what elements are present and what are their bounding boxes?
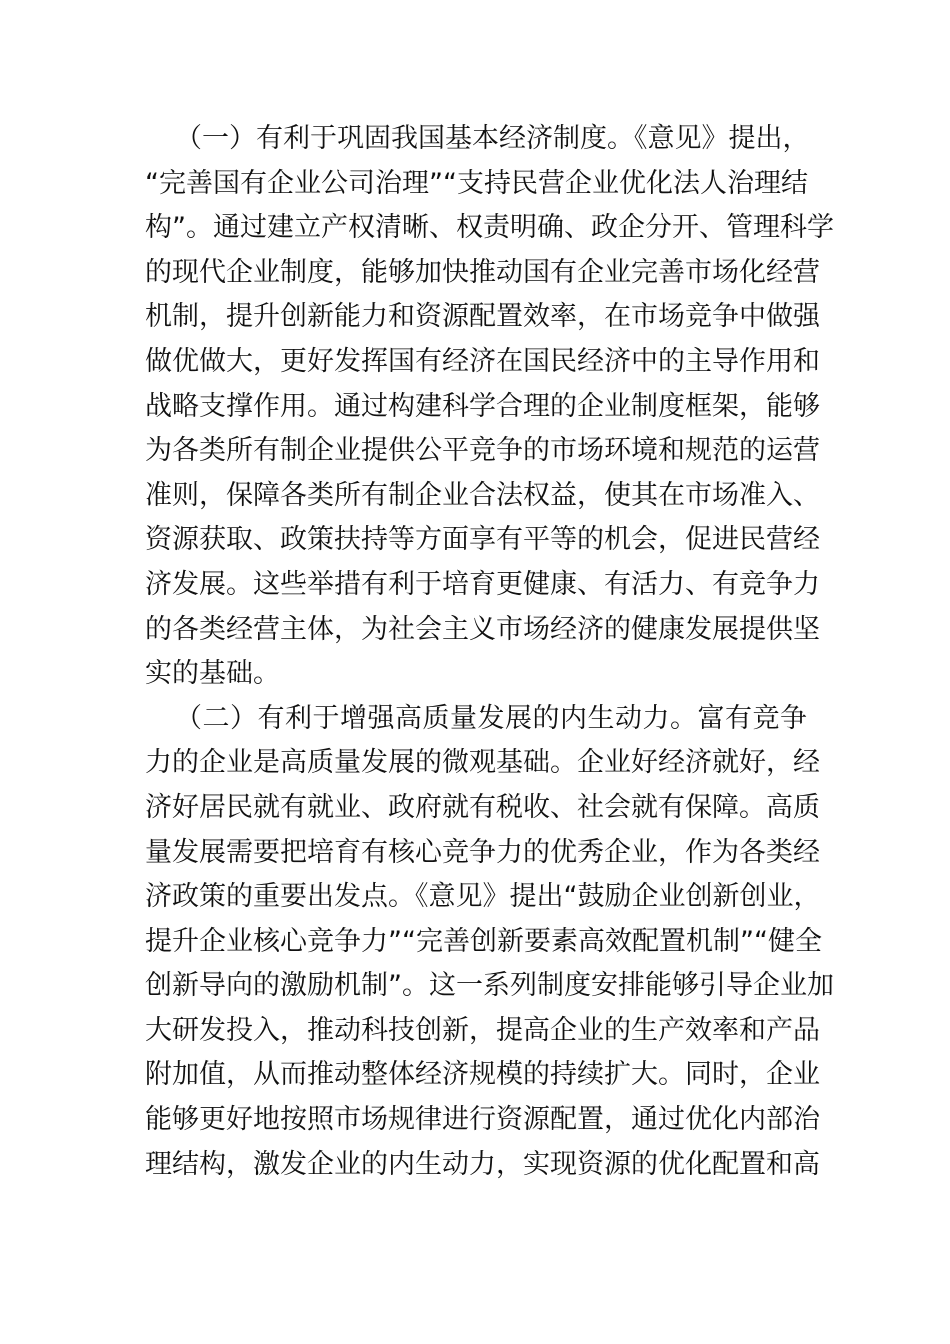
text-line: 资源获取、政策扶持等方面享有平等的机会，促进民营经 (145, 524, 820, 556)
text-line: “完善国有企业公司治理”“支持民营企业优化法人治理结 (145, 167, 808, 199)
text-line: 战略支撑作用。通过构建科学合理的企业制度框架，能够 (145, 390, 820, 422)
text-line: 实的基础。 (145, 658, 280, 690)
text-line: 济发展。这些举措有利于培育更健康、有活力、有竞争力 (145, 568, 820, 600)
text-line: 创新导向的激励机制”。这一系列制度安排能够引导企业加 (145, 970, 834, 1002)
text-line: 理结构，激发企业的内生动力，实现资源的优化配置和高 (145, 1148, 820, 1180)
text-line: 构”。通过建立产权清晰、权责明确、政企分开、管理科学 (145, 212, 834, 244)
text-line: 做优做大，更好发挥国有经济在国民经济中的主导作用和 (145, 345, 820, 377)
text-line: 机制，提升创新能力和资源配置效率，在市场竞争中做强 (145, 301, 820, 333)
paragraph-2 (145, 697, 834, 1188)
text-line: 的各类经营主体，为社会主义市场经济的健康发展提供坚 (145, 613, 820, 645)
text-line: （一）有利于巩固我国基本经济制度。《意见》提出， (175, 123, 810, 154)
document-page (145, 117, 834, 1187)
text-line: 提升企业核心竞争力”“完善创新要素高效配置机制”“健全 (145, 925, 822, 957)
text-line: 的现代企业制度，能够加快推动国有企业完善市场化经营 (145, 256, 820, 288)
text-line: 准则，保障各类所有制企业合法权益，使其在市场准入、 (145, 479, 820, 511)
paragraph-1 (145, 117, 834, 697)
text-line: 为各类所有制企业提供公平竞争的市场环境和规范的运营 (145, 435, 820, 467)
text-line: 济政策的重要出发点。《意见》提出“鼓励企业创新创业， (145, 881, 821, 913)
text-line: 济好居民就有就业、政府就有税收、社会就有保障。高质 (145, 791, 820, 823)
text-line: 量发展需要把培育有核心竞争力的优秀企业，作为各类经 (145, 836, 820, 868)
text-line: 附加值，从而推动整体经济规模的持续扩大。同时，企业 (145, 1059, 820, 1091)
text-line: 大研发投入，推动科技创新，提高企业的生产效率和产品 (145, 1014, 820, 1046)
text-line: 力的企业是高质量发展的微观基础。企业好经济就好，经 (145, 747, 820, 779)
text-line: 能够更好地按照市场规律进行资源配置，通过优化内部治 (145, 1104, 820, 1136)
text-line: （二）有利于增强高质量发展的内生动力。富有竞争 (175, 702, 807, 734)
